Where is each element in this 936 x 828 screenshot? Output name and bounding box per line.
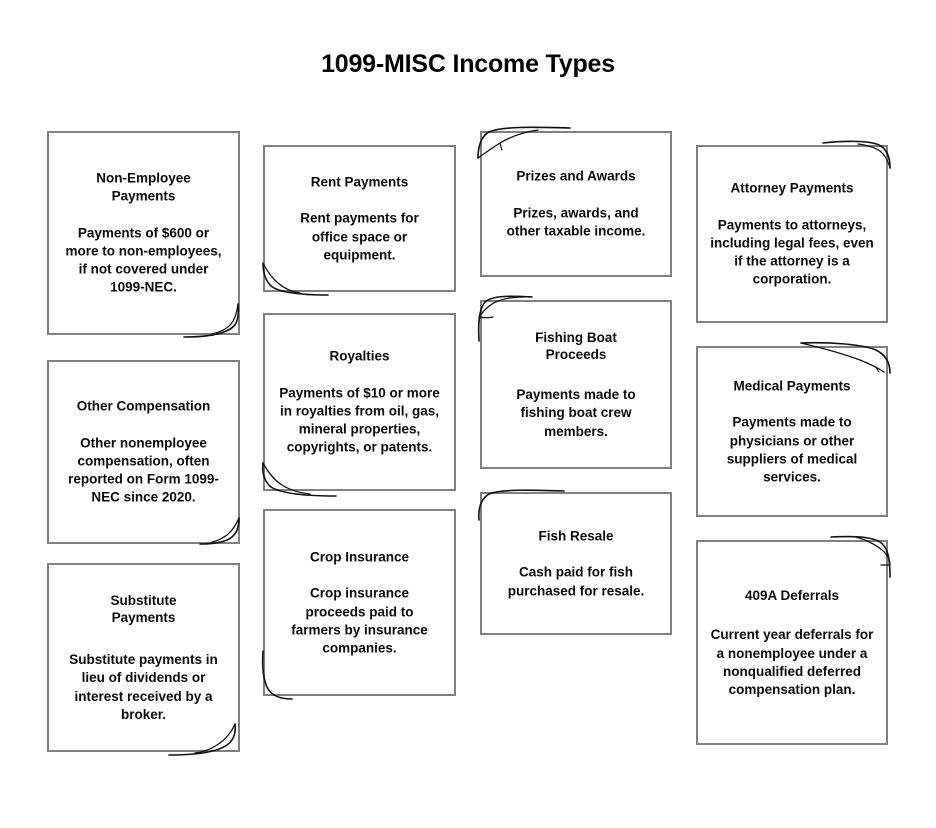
card-description: Payments made to physicians or other suppliers of medical services.: [726, 414, 858, 485]
card-substitute-payments[interactable]: [47, 563, 240, 752]
card-body: [265, 548, 454, 657]
page-curl-bottom-right-icon: [182, 303, 242, 339]
card-description: Rent payments for office space or equipment.: [300, 210, 419, 263]
card-title: Royalties: [329, 348, 390, 364]
card-title: Attorney Payments: [730, 180, 854, 196]
page-curl-bottom-left-icon: [260, 262, 330, 296]
card-body: [698, 377, 886, 486]
page-curl-top-left-icon: [476, 126, 572, 160]
card-body: [49, 169, 238, 296]
card-title: Non-Employee Payments: [96, 170, 191, 204]
card-title: Other Compensation: [76, 398, 211, 414]
card-medical-payments[interactable]: [696, 346, 888, 517]
card-crop-insurance[interactable]: [263, 509, 456, 696]
card-other-compensation[interactable]: [47, 360, 240, 544]
card-title: Prizes and Awards: [516, 168, 636, 184]
card-description: Other nonemployee compensation, often reported on Form 1099-NEC since 2020.: [68, 435, 219, 505]
card-description: Crop insurance proceeds paid to farmers by insurance companies.: [291, 585, 428, 656]
card-royalties[interactable]: [263, 313, 456, 491]
card-body: [265, 173, 454, 264]
card-description: Payments of $600 or more to non-employees, if not covered under 1099-NEC.: [65, 225, 222, 295]
card-title: Crop Insurance: [309, 548, 410, 564]
page-curl-bottom-left-icon: [260, 462, 338, 496]
card-description: Payments of $10 or more in royalties from oil, gas, mineral properties, copyrights, or patents.: [279, 385, 440, 455]
card-title: Fish Resale: [538, 527, 614, 543]
card-title: Medical Payments: [733, 377, 851, 393]
card-409a-deferrals[interactable]: [696, 540, 888, 745]
card-prizes-and-awards[interactable]: [480, 131, 672, 277]
card-title: Rent Payments: [310, 173, 409, 189]
page-curl-bottom-right-icon: [167, 723, 241, 757]
card-body: [49, 591, 238, 723]
page-curl-top-right-icon: [800, 341, 892, 375]
card-body: [482, 328, 670, 440]
card-non-employee-payments[interactable]: [47, 131, 240, 335]
page-curl-top-right-icon: [822, 140, 892, 170]
card-fish-resale[interactable]: [480, 492, 672, 635]
card-body: [482, 167, 670, 240]
card-fishing-boat-proceeds[interactable]: [480, 300, 672, 469]
page-curl-bottom-right-icon: [198, 517, 242, 547]
card-body: [698, 179, 886, 288]
card-title: Fishing Boat Proceeds: [535, 329, 617, 363]
card-description: Cash paid for fish purchased for resale.: [507, 564, 645, 598]
card-body: [482, 527, 670, 600]
card-body: [265, 347, 454, 456]
card-body: [698, 586, 886, 698]
card-description: Current year deferrals for a nonemployee under a nonqualified deferred compensation plan.: [710, 627, 874, 697]
page-curl-top-right-icon: [830, 535, 892, 579]
card-title: Substitute Payments: [110, 592, 177, 626]
card-description: Payments made to fishing boat crew members.: [516, 387, 636, 439]
card-body: [49, 397, 238, 506]
page-curl-top-left-icon: [476, 488, 566, 522]
card-description: Prizes, awards, and other taxable income.: [506, 205, 646, 239]
card-description: Substitute payments in lieu of dividends or interest received by a broker.: [69, 652, 218, 722]
card-description: Payments to attorneys, including legal fees, even if the attorney is a corporation.: [710, 217, 874, 287]
card-title: 409A Deferrals: [744, 587, 840, 603]
card-rent-payments[interactable]: [263, 145, 456, 292]
page-title: 1099-MISC Income Types: [321, 50, 615, 78]
card-attorney-payments[interactable]: [696, 145, 888, 323]
page-curl-bottom-left-icon: [260, 650, 294, 700]
